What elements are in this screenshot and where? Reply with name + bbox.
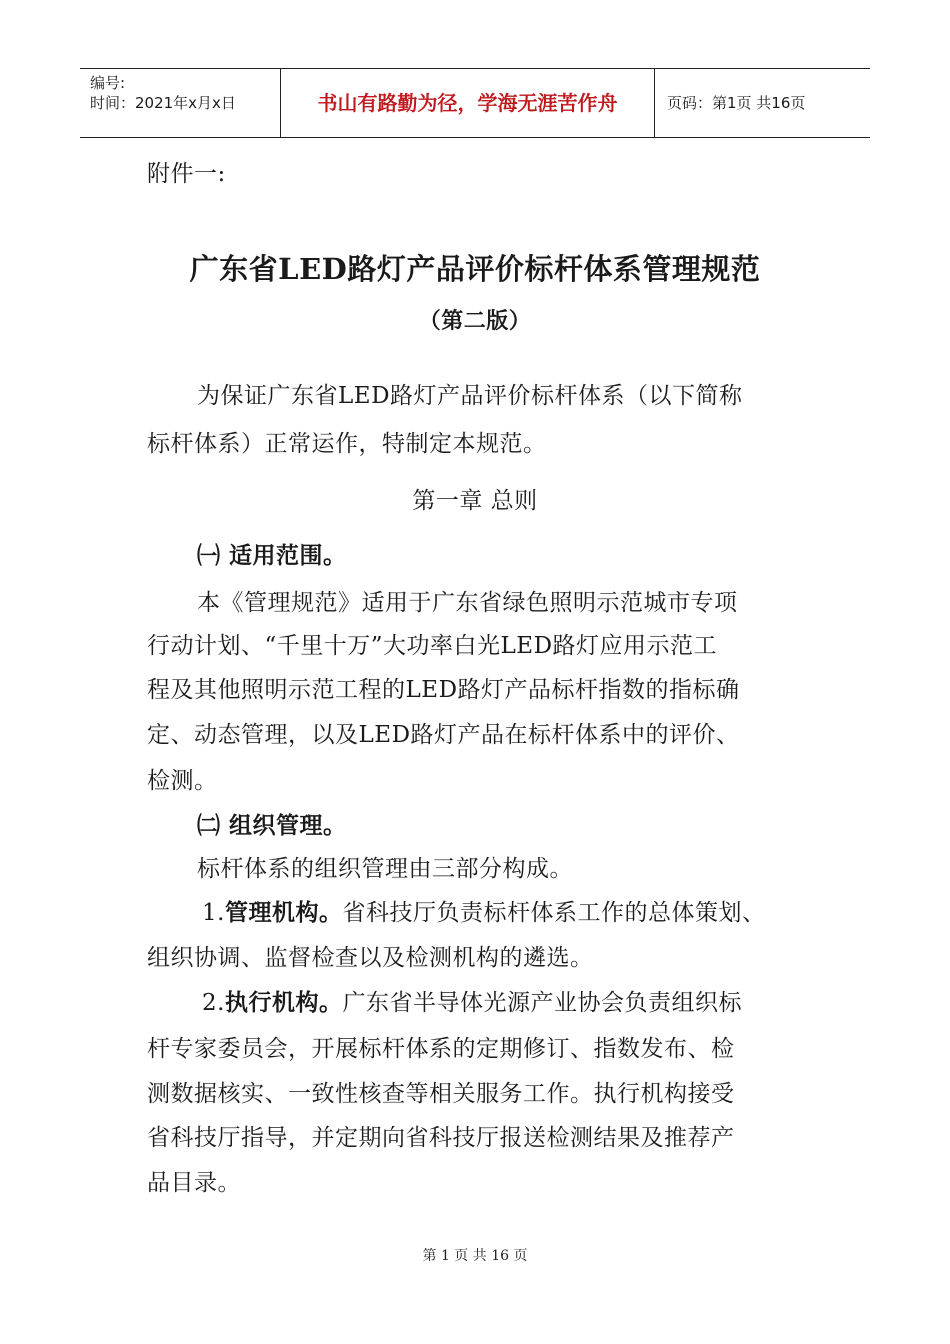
time-label: 时间：2021年x月x日 [90,94,236,112]
paragraph-line: 程及其他照明示范工程的LED路灯产品标杆指数的指标确 [147,677,740,703]
paragraph-line: 省科技厅指导，并定期向省科技厅报送检测结果及推荐产 [147,1125,735,1151]
paragraph-line: 本《管理规范》适用于广东省绿色照明示范城市专项 [197,590,738,616]
item-label: 管理机构。 [224,900,343,926]
item-number: 2. [202,990,225,1016]
document-subtitle: （第二版） [418,308,532,334]
item-number: 1. [202,900,225,926]
intro-line: 为保证广东省LED路灯产品评价标杆体系（以下简称 [197,383,743,409]
section-heading: ㈡ 组织管理。 [197,813,347,839]
header-motto: 书山有路勤为径，学海无涯苦作舟 [281,69,655,137]
header-meta [80,69,281,137]
number-label: 编号: [90,74,126,92]
item-text: 广东省半导体光源产业协会负责组织标 [342,990,742,1016]
section-heading: ㈠ 适用范围。 [197,543,347,569]
attachment-label: 附件一: [147,161,226,187]
paragraph-line: 定、动态管理，以及LED路灯产品在标杆体系中的评价、 [147,722,740,748]
paragraph-line: 测数据核实、一致性核查等相关服务工作。执行机构接受 [147,1081,735,1107]
list-item [202,992,742,1015]
chapter-title: 第一章 总则 [412,488,538,514]
header-page-info: 页码：第1页 共16页 [667,94,806,112]
item-label: 执行机构。 [224,990,343,1016]
document-title: 广东省LED路灯产品评价标杆体系管理规范 [189,252,761,286]
paragraph-line: 品目录。 [147,1170,241,1196]
intro-line: 标杆体系）正常运作，特制定本规范。 [147,431,547,457]
paragraph-line: 行动计划、“千里十万”大功率白光LED路灯应用示范工 [147,633,718,659]
list-item [202,902,765,925]
paragraph-line: 检测。 [147,768,218,794]
paragraph-line: 标杆体系的组织管理由三部分构成。 [197,856,573,882]
paragraph-line: 杆专家委员会，开展标杆体系的定期修订、指数发布、检 [147,1036,735,1062]
paragraph-line: 组织协调、监督检查以及检测机构的遴选。 [147,945,594,971]
page-header [80,68,870,138]
page-footer: 第 1 页 共 16 页 [422,1248,528,1264]
item-text: 省科技厅负责标杆体系工作的总体策划、 [342,900,766,926]
